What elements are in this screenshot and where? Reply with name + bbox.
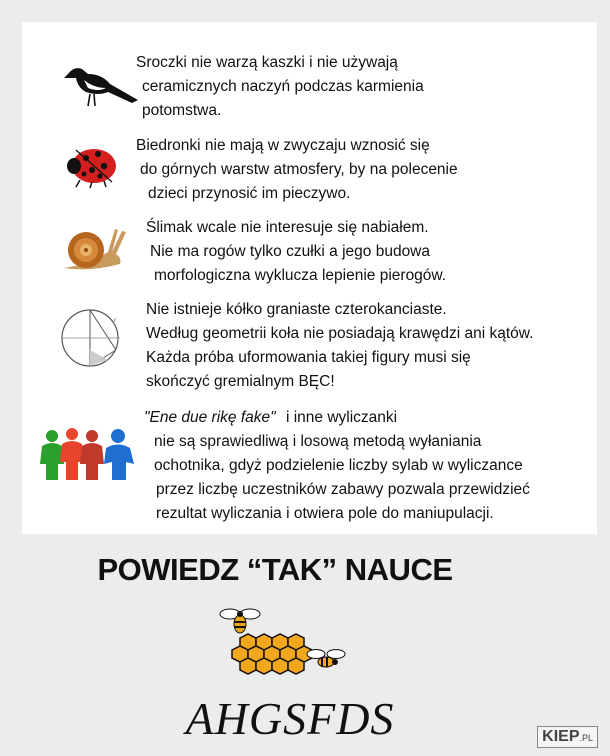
facts-card bbox=[22, 22, 597, 534]
headline: POWIEDZ “TAK” NAUCE bbox=[97, 552, 453, 587]
rhyme-quote: "Ene due rikę fake" bbox=[144, 409, 276, 426]
children-icon bbox=[40, 426, 136, 482]
svg-text:r: r bbox=[114, 317, 117, 324]
magpie-icon bbox=[62, 58, 140, 110]
fact-snail-text: Ślimak wcale nie interesuje się nabiałem. Nie ma rogów tylko czułki a jego budowa morfologiczna wyklucza lepienie pierogów. bbox=[146, 219, 447, 284]
fact-ladybug-text: Biedronki nie mają w zwyczaju wznosić się do górnych warstw atmosfery, by na polecenie dzieci przynosić im pieczywo. bbox=[136, 137, 458, 202]
fact-circle-text: Nie istnieje kółko graniaste czterokanciaste. Według geometrii koła nie posiadają krawędzi ani kątów. Każda próba uformowania takiej figury musi się skończyć gremialnym BĘC! bbox=[146, 301, 534, 390]
circle-geometry-icon bbox=[58, 302, 124, 372]
snail-icon bbox=[60, 222, 130, 274]
fact-magpie-text: Sroczki nie warzą kaszki i nie używają ceramicznych naczyń podczas karmienia potomstwa. bbox=[136, 54, 424, 119]
ladybug-icon bbox=[66, 142, 118, 188]
fact-counting-rhymes-text: "Ene due rikę fake" i inne wyliczanki nie są sprawiedliwą i losową metodą wyłaniania ochotnika, gdyż podzielenie liczby sylab w wyliczance przez liczbę uczestników zabawy pozwala przewidzieć rezultat wyliczania i otwiera pole do maniupulacji. bbox=[144, 409, 530, 522]
kiep-watermark: KIEP.PL bbox=[537, 726, 598, 748]
honeycomb-bees-logo bbox=[208, 604, 358, 686]
logo-text: AHGSFDS bbox=[185, 693, 395, 744]
